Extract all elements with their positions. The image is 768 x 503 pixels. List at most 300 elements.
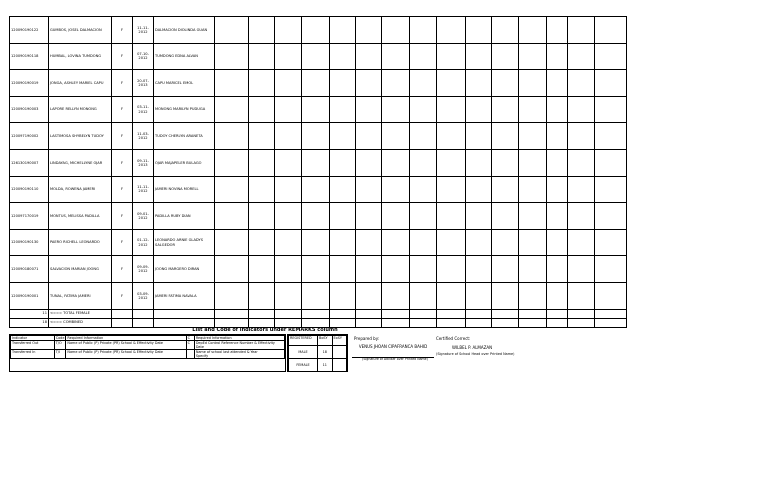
empty-cell bbox=[249, 123, 275, 150]
empty-cell bbox=[215, 176, 249, 203]
empty-cell bbox=[437, 229, 466, 256]
empty-cell bbox=[249, 256, 275, 283]
empty-cell bbox=[302, 43, 330, 70]
sex-cell: F bbox=[112, 203, 133, 230]
empty-cell bbox=[410, 176, 437, 203]
empty-cell bbox=[568, 318, 595, 327]
learner-name-cell: HUMBAL, LOVINA TUMDONG bbox=[49, 43, 112, 70]
empty-cell bbox=[330, 309, 356, 318]
empty-cell bbox=[382, 229, 410, 256]
total-count-cell: 11 bbox=[10, 309, 49, 318]
empty-cell bbox=[275, 282, 302, 309]
table-row bbox=[10, 17, 627, 44]
empty-cell bbox=[492, 256, 519, 283]
empty-cell bbox=[492, 70, 519, 97]
empty-cell bbox=[410, 70, 437, 97]
empty-cell bbox=[154, 309, 215, 318]
empty-cell bbox=[382, 256, 410, 283]
empty-cell bbox=[519, 17, 547, 44]
empty-cell bbox=[568, 282, 595, 309]
lrn-cell: 120090190110 bbox=[10, 176, 49, 203]
birth-date-cell: 07-10-2012 bbox=[133, 43, 154, 70]
lrn-cell: 120090180071 bbox=[10, 256, 49, 283]
birth-date-cell: 11-11-2012 bbox=[133, 17, 154, 44]
empty-cell bbox=[492, 309, 519, 318]
lrn-cell: 120090190130 bbox=[10, 229, 49, 256]
parent-name-cell: PADILLA RUBY DIAN bbox=[154, 203, 215, 230]
empty-cell bbox=[330, 318, 356, 327]
empty-cell bbox=[356, 43, 382, 70]
empty-cell bbox=[249, 203, 275, 230]
empty-cell bbox=[302, 123, 330, 150]
learner-name-cell: LASTIMOSA SHYBELYN TUDOY bbox=[49, 123, 112, 150]
empty-cell bbox=[547, 96, 568, 123]
summary-female-bosy: 11 bbox=[318, 359, 333, 372]
total-row bbox=[10, 309, 627, 318]
learner-name-cell: LAPORE RELLYN MONONG bbox=[49, 96, 112, 123]
empty-cell bbox=[330, 123, 356, 150]
empty-cell bbox=[568, 229, 595, 256]
empty-cell bbox=[330, 96, 356, 123]
empty-cell bbox=[437, 309, 466, 318]
empty-cell bbox=[519, 149, 547, 176]
summary-male-eosy bbox=[332, 346, 347, 359]
legend-info: Name of Public (P) Private (PR) School & Effectivity Date bbox=[66, 341, 186, 350]
empty-cell bbox=[249, 43, 275, 70]
empty-cell bbox=[568, 43, 595, 70]
table-row bbox=[10, 123, 627, 150]
empty-cell bbox=[215, 229, 249, 256]
empty-cell bbox=[275, 17, 302, 44]
empty-cell bbox=[133, 309, 154, 318]
empty-cell bbox=[382, 123, 410, 150]
empty-cell bbox=[547, 43, 568, 70]
empty-cell bbox=[595, 149, 627, 176]
parent-name-cell: OJAR MAJAPELER BULAGO bbox=[154, 149, 215, 176]
learner-name-cell: LINDAYAG, MICHELLYNE OJAR bbox=[49, 149, 112, 176]
lrn-cell: 120090190122 bbox=[10, 17, 49, 44]
learner-sheet bbox=[9, 16, 627, 328]
empty-cell bbox=[595, 43, 627, 70]
empty-cell bbox=[410, 318, 437, 327]
empty-cell bbox=[249, 70, 275, 97]
legend-info-2 bbox=[194, 350, 284, 359]
empty-cell bbox=[547, 17, 568, 44]
empty-cell bbox=[249, 282, 275, 309]
empty-cell bbox=[330, 229, 356, 256]
empty-cell bbox=[437, 282, 466, 309]
summary-male-bosy: 18 bbox=[318, 346, 333, 359]
empty-cell bbox=[302, 70, 330, 97]
learner-name-cell: MONTUS, MELISSA PADILLA bbox=[49, 203, 112, 230]
parent-name-cell: TUMDONG EDNA ALVAN bbox=[154, 43, 215, 70]
empty-cell bbox=[410, 149, 437, 176]
empty-cell bbox=[595, 17, 627, 44]
empty-cell bbox=[492, 318, 519, 327]
legend-info-2: DepEd Control Reference Number & Effectivity Date bbox=[194, 341, 284, 350]
empty-cell bbox=[356, 318, 382, 327]
legend-code-2 bbox=[186, 350, 194, 359]
empty-cell bbox=[595, 282, 627, 309]
legend-info: Name of Public (P) Private (PR) School & Effectivity Date bbox=[66, 350, 186, 359]
learner-name-cell: JONGA, ASHLEY MARIEL CAPU bbox=[49, 70, 112, 97]
lrn-cell: 120090190001 bbox=[10, 282, 49, 309]
empty-cell bbox=[382, 96, 410, 123]
empty-cell bbox=[275, 43, 302, 70]
empty-cell bbox=[466, 17, 492, 44]
empty-cell bbox=[275, 203, 302, 230]
total-count-cell: 18 bbox=[10, 318, 49, 327]
table-row bbox=[10, 96, 627, 123]
table-row bbox=[10, 43, 627, 70]
empty-cell bbox=[466, 309, 492, 318]
empty-cell bbox=[382, 176, 410, 203]
empty-cell bbox=[302, 282, 330, 309]
empty-cell bbox=[275, 176, 302, 203]
empty-cell bbox=[275, 96, 302, 123]
certified-correct-label: Certified Correct: bbox=[436, 336, 471, 341]
sex-cell: F bbox=[112, 176, 133, 203]
empty-cell bbox=[249, 318, 275, 327]
birth-date-cell: 09-01-2012 bbox=[133, 203, 154, 230]
empty-cell bbox=[595, 256, 627, 283]
prepared-by-label: Prepared by: bbox=[354, 336, 380, 341]
empty-cell bbox=[410, 203, 437, 230]
legend-header-code: Code bbox=[55, 336, 65, 340]
empty-cell bbox=[519, 256, 547, 283]
registered-summary bbox=[287, 334, 348, 372]
table-row bbox=[10, 203, 627, 230]
parent-name-cell: DALMACION DIOLINDA GUAN bbox=[154, 17, 215, 44]
empty-cell bbox=[154, 318, 215, 327]
legend-info-2-line: Name of school last attended & Year bbox=[195, 350, 258, 354]
empty-cell bbox=[519, 229, 547, 256]
empty-cell bbox=[492, 282, 519, 309]
lrn-cell: 120097170019 bbox=[10, 203, 49, 230]
empty-cell bbox=[215, 203, 249, 230]
empty-cell bbox=[492, 149, 519, 176]
empty-cell bbox=[568, 123, 595, 150]
empty-cell bbox=[275, 229, 302, 256]
school-head-name: WILBEL P. ALMAZAN bbox=[452, 345, 493, 350]
empty-cell bbox=[330, 256, 356, 283]
empty-cell bbox=[410, 309, 437, 318]
empty-cell bbox=[437, 43, 466, 70]
empty-cell bbox=[519, 318, 547, 327]
birth-date-cell: 11-03-2012 bbox=[133, 123, 154, 150]
sex-cell: F bbox=[112, 96, 133, 123]
parent-name-cell: LEONARDO ARNIE GLADYS SALGEDOR bbox=[154, 229, 215, 256]
sex-cell: F bbox=[112, 17, 133, 44]
empty-cell bbox=[519, 70, 547, 97]
lrn-cell: 120090190003 bbox=[10, 96, 49, 123]
empty-cell bbox=[215, 318, 249, 327]
empty-cell bbox=[382, 203, 410, 230]
empty-cell bbox=[547, 203, 568, 230]
sex-cell: F bbox=[112, 70, 133, 97]
empty-cell bbox=[437, 256, 466, 283]
empty-cell bbox=[215, 309, 249, 318]
summary-header-registered: REGISTERED bbox=[289, 336, 318, 346]
empty-cell bbox=[568, 203, 595, 230]
empty-cell bbox=[466, 229, 492, 256]
empty-cell bbox=[437, 176, 466, 203]
sex-cell: F bbox=[112, 123, 133, 150]
empty-cell bbox=[302, 17, 330, 44]
empty-cell bbox=[410, 123, 437, 150]
empty-cell bbox=[382, 282, 410, 309]
empty-cell bbox=[356, 309, 382, 318]
empty-cell bbox=[466, 123, 492, 150]
empty-cell bbox=[568, 17, 595, 44]
table-row bbox=[10, 176, 627, 203]
learner-table bbox=[9, 16, 627, 328]
empty-cell bbox=[133, 318, 154, 327]
parent-name-cell: TUDOY CHERLYN ARANETA bbox=[154, 123, 215, 150]
empty-cell bbox=[568, 309, 595, 318]
birth-date-cell: 20-07-2013 bbox=[133, 70, 154, 97]
parent-name-cell: JAMERI NOVINA MORELL bbox=[154, 176, 215, 203]
empty-cell bbox=[547, 123, 568, 150]
parent-name-cell: MONONG MARILYN PUDUGA bbox=[154, 96, 215, 123]
empty-cell bbox=[302, 309, 330, 318]
legend-code: T/I bbox=[54, 350, 66, 359]
empty-cell bbox=[112, 318, 133, 327]
legend-indicator: Transferred In bbox=[11, 350, 55, 359]
empty-cell bbox=[215, 43, 249, 70]
empty-cell bbox=[382, 17, 410, 44]
empty-cell bbox=[466, 282, 492, 309]
birth-date-cell: 03-11-2012 bbox=[133, 96, 154, 123]
summary-header-eosy: EoSY bbox=[332, 336, 347, 346]
empty-cell bbox=[356, 17, 382, 44]
empty-cell bbox=[492, 96, 519, 123]
summary-header-bosy: BoSY bbox=[318, 336, 333, 346]
empty-cell bbox=[330, 70, 356, 97]
empty-cell bbox=[302, 203, 330, 230]
empty-cell bbox=[302, 96, 330, 123]
empty-cell bbox=[382, 318, 410, 327]
empty-cell bbox=[382, 149, 410, 176]
summary-male-label: MALE bbox=[289, 346, 318, 359]
empty-cell bbox=[249, 17, 275, 44]
empty-cell bbox=[568, 176, 595, 203]
empty-cell bbox=[302, 318, 330, 327]
empty-cell bbox=[437, 318, 466, 327]
empty-cell bbox=[356, 123, 382, 150]
empty-cell bbox=[568, 149, 595, 176]
empty-cell bbox=[410, 229, 437, 256]
empty-cell bbox=[249, 229, 275, 256]
empty-cell bbox=[356, 149, 382, 176]
birth-date-cell: 01-12-2012 bbox=[133, 229, 154, 256]
empty-cell bbox=[410, 17, 437, 44]
empty-cell bbox=[410, 43, 437, 70]
empty-cell bbox=[437, 203, 466, 230]
empty-cell bbox=[466, 176, 492, 203]
legend-info-2-specify: Specify bbox=[195, 354, 209, 358]
empty-cell bbox=[437, 17, 466, 44]
empty-cell bbox=[275, 256, 302, 283]
summary-female-eosy bbox=[332, 359, 347, 372]
empty-cell bbox=[547, 282, 568, 309]
learner-name-cell: GUMBOS, JOSEL DALMACION bbox=[49, 17, 112, 44]
empty-cell bbox=[275, 309, 302, 318]
empty-cell bbox=[330, 203, 356, 230]
empty-cell bbox=[215, 17, 249, 44]
empty-cell bbox=[356, 176, 382, 203]
legend-code: T/O bbox=[54, 341, 66, 350]
empty-cell bbox=[466, 149, 492, 176]
empty-cell bbox=[547, 149, 568, 176]
table-row bbox=[10, 149, 627, 176]
legend-header-indicator: Indicator bbox=[11, 336, 55, 341]
empty-cell bbox=[492, 203, 519, 230]
table-row bbox=[10, 282, 627, 309]
empty-cell bbox=[215, 96, 249, 123]
empty-cell bbox=[249, 149, 275, 176]
empty-cell bbox=[519, 176, 547, 203]
empty-cell bbox=[330, 17, 356, 44]
empty-cell bbox=[302, 229, 330, 256]
learner-name-cell: TUNAL, FATIMA JAMERI bbox=[49, 282, 112, 309]
empty-cell bbox=[437, 96, 466, 123]
empty-cell bbox=[215, 282, 249, 309]
total-label-cell: <=== COMBINED bbox=[49, 318, 112, 327]
empty-cell bbox=[492, 176, 519, 203]
empty-cell bbox=[519, 43, 547, 70]
empty-cell bbox=[356, 203, 382, 230]
empty-cell bbox=[595, 309, 627, 318]
empty-cell bbox=[595, 123, 627, 150]
empty-cell bbox=[519, 123, 547, 150]
learner-name-cell: PAERO RICHELL LEONARDO bbox=[49, 229, 112, 256]
empty-cell bbox=[249, 309, 275, 318]
empty-cell bbox=[410, 256, 437, 283]
lrn-cell: 120097190002 bbox=[10, 123, 49, 150]
empty-cell bbox=[330, 176, 356, 203]
legend-code-2: C bbox=[186, 341, 194, 350]
sex-cell: F bbox=[112, 149, 133, 176]
empty-cell bbox=[466, 203, 492, 230]
empty-cell bbox=[356, 282, 382, 309]
empty-cell bbox=[275, 70, 302, 97]
empty-cell bbox=[568, 256, 595, 283]
adviser-caption: (Signature of Adviser over Printed Name) bbox=[362, 357, 428, 361]
sex-cell: F bbox=[112, 43, 133, 70]
empty-cell bbox=[595, 318, 627, 327]
empty-cell bbox=[547, 256, 568, 283]
empty-cell bbox=[595, 96, 627, 123]
empty-cell bbox=[547, 318, 568, 327]
empty-cell bbox=[466, 256, 492, 283]
empty-cell bbox=[595, 176, 627, 203]
empty-cell bbox=[215, 149, 249, 176]
empty-cell bbox=[466, 318, 492, 327]
empty-cell bbox=[519, 203, 547, 230]
empty-cell bbox=[519, 309, 547, 318]
empty-cell bbox=[466, 43, 492, 70]
empty-cell bbox=[356, 229, 382, 256]
empty-cell bbox=[410, 96, 437, 123]
empty-cell bbox=[595, 229, 627, 256]
empty-cell bbox=[382, 70, 410, 97]
empty-cell bbox=[519, 282, 547, 309]
empty-cell bbox=[568, 70, 595, 97]
empty-cell bbox=[595, 70, 627, 97]
legend-header-code-2: C bbox=[186, 336, 194, 341]
table-row bbox=[10, 70, 627, 97]
empty-cell bbox=[382, 43, 410, 70]
empty-cell bbox=[492, 123, 519, 150]
total-label-cell: <=== TOTAL FEMALE bbox=[49, 309, 112, 318]
sex-cell: F bbox=[112, 229, 133, 256]
empty-cell bbox=[595, 203, 627, 230]
sex-cell: F bbox=[112, 282, 133, 309]
learner-name-cell: SALVACION MARIAN JOONG bbox=[49, 256, 112, 283]
empty-cell bbox=[249, 176, 275, 203]
empty-cell bbox=[112, 309, 133, 318]
empty-cell bbox=[275, 123, 302, 150]
lrn-cell: 126130190007 bbox=[10, 149, 49, 176]
learner-name-cell: MOLDA, ROWENA JAMERI bbox=[49, 176, 112, 203]
parent-name-cell: JOONG MARGERO DIRAN bbox=[154, 256, 215, 283]
empty-cell bbox=[356, 70, 382, 97]
parent-name-cell: CAPU MARICEL EMOL bbox=[154, 70, 215, 97]
empty-cell bbox=[275, 149, 302, 176]
legend-header-required-2: Required Information bbox=[194, 336, 284, 341]
parent-name-cell: JAMERI FATIMA NAVALA bbox=[154, 282, 215, 309]
birth-date-cell: 11-11-2012 bbox=[133, 176, 154, 203]
empty-cell bbox=[356, 96, 382, 123]
lrn-cell: 120090190118 bbox=[10, 43, 49, 70]
empty-cell bbox=[330, 282, 356, 309]
empty-cell bbox=[466, 96, 492, 123]
legend-indicator: Transferred Out bbox=[11, 341, 55, 350]
table-row bbox=[10, 256, 627, 283]
empty-cell bbox=[215, 256, 249, 283]
empty-cell bbox=[215, 123, 249, 150]
empty-cell bbox=[547, 309, 568, 318]
adviser-name: VENUS JHOAN CIPAFRANCA BAHID bbox=[358, 344, 428, 349]
summary-female-label: FEMALE bbox=[289, 359, 318, 372]
learner-rows bbox=[10, 17, 627, 328]
sex-cell: F bbox=[112, 256, 133, 283]
empty-cell bbox=[302, 256, 330, 283]
total-row bbox=[10, 318, 627, 327]
empty-cell bbox=[249, 96, 275, 123]
empty-cell bbox=[382, 309, 410, 318]
empty-cell bbox=[466, 70, 492, 97]
legend-title: List and Code of Indicators under REMARKS column bbox=[192, 327, 338, 333]
birth-date-cell: 09-09-2012 bbox=[133, 256, 154, 283]
empty-cell bbox=[356, 256, 382, 283]
empty-cell bbox=[437, 70, 466, 97]
birth-date-cell: 09-11-2013 bbox=[133, 149, 154, 176]
empty-cell bbox=[547, 229, 568, 256]
empty-cell bbox=[215, 70, 249, 97]
empty-cell bbox=[492, 17, 519, 44]
empty-cell bbox=[437, 123, 466, 150]
birth-date-cell: 03-09-2012 bbox=[133, 282, 154, 309]
empty-cell bbox=[437, 149, 466, 176]
empty-cell bbox=[547, 70, 568, 97]
empty-cell bbox=[275, 318, 302, 327]
empty-cell bbox=[568, 96, 595, 123]
empty-cell bbox=[410, 282, 437, 309]
empty-cell bbox=[492, 43, 519, 70]
legend-header-required: Required Information bbox=[66, 336, 186, 341]
